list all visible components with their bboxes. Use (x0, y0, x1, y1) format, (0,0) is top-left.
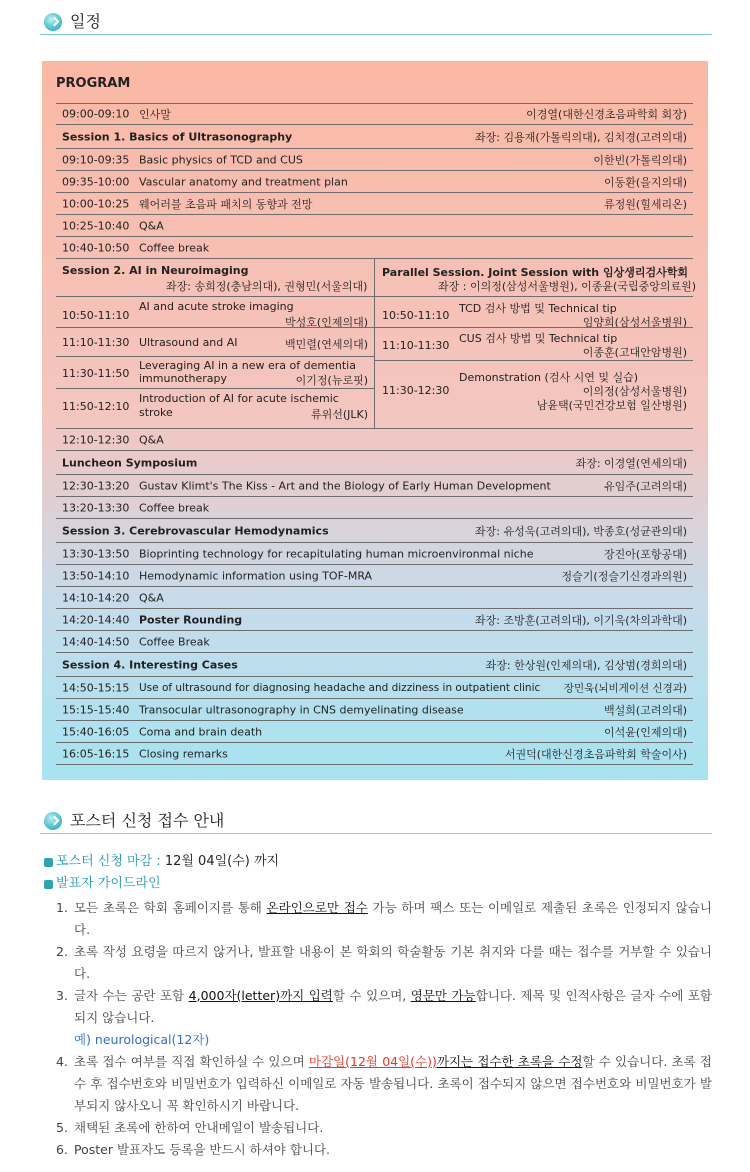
parallel-session-title: Parallel Session. Joint Session with 임상생리검사학회 (382, 266, 688, 279)
topic-cell: Basic physics of TCD and CUS (139, 153, 303, 166)
deadline-emphasis: 마감일(12월 04일(수)) (308, 1053, 437, 1069)
poster-title: 포스터 신청 접수 안내 (70, 811, 225, 830)
time-cell: 13:50-14:10 (62, 569, 130, 582)
time-cell: 10:40-10:50 (62, 241, 130, 254)
item-emphasis: 온라인으로만 접수 (266, 899, 368, 915)
program-title: PROGRAM (56, 76, 131, 91)
item-text: 초록 작성 요령을 따르지 않거나, 발표할 내용이 본 학회의 학술활동 기본 취지와 다를 때는 접수를 거부할 수 있습니다. (74, 943, 712, 981)
time-cell: 09:35-10:00 (62, 175, 130, 188)
list-item (56, 1117, 712, 1139)
time-cell: 13:30-13:50 (62, 547, 130, 560)
time-cell: 10:50-11:10 (62, 309, 130, 322)
topic-cell: Ultrasound and AI (139, 336, 238, 349)
topic-cell: Gustav Klimt's The Kiss - Art and the Biology of Early Human Development (139, 479, 551, 492)
item-text: 할 수 있습니다. 초록 접수 후 접수번호와 비밀번호가 입력하신 이메일로 자동 발송됩니다. 초록이 접수되지 않으면 접수번호와 비밀번호가 발부되지 않사오니 꼭 확인하시기 바랍니다. (74, 1053, 712, 1113)
topic-cell: 웨어러블 초음파 패치의 동향과 전망 (139, 197, 313, 211)
poster-info (42, 852, 712, 1161)
topic-cell: Use of ultrasound for diagnosing headache and dizziness in outpatient clinic (139, 681, 541, 694)
session-chairs: 좌장: 한상원(인제의대), 김상범(경희의대) (485, 658, 687, 672)
item-emphasis: 까지는 접수한 초록을 수정 (436, 1053, 583, 1069)
time-cell: 11:30-11:50 (62, 367, 130, 380)
topic-cell: Coffee break (139, 501, 210, 514)
table-row (56, 631, 693, 653)
item-text: 채택된 초록에 한하여 안내메일이 발송됩니다. (74, 1119, 324, 1135)
topic-cell: Bioprinting technology for recapitulating human microenvironmal niche (139, 547, 534, 560)
table-row (56, 565, 693, 587)
deadline-label: 포스터 신청 마감 : (56, 854, 161, 869)
session-row (56, 653, 693, 677)
topic-cell: Leveraging AI in a new era of dementia (139, 359, 356, 372)
session-row (56, 125, 693, 149)
table-row (56, 475, 693, 497)
topic-cell: Coffee break (139, 241, 210, 254)
deadline-line (42, 852, 712, 873)
item-number: 2. (56, 943, 68, 959)
speaker-cell: 정슬기(정슬기신경과의원) (561, 569, 687, 583)
session2-block (56, 259, 697, 429)
speaker-cell: 박성호(인제의대) (285, 316, 368, 329)
item-emphasis: 4,000자(letter)까지 입력 (188, 987, 333, 1003)
time-cell: 09:10-09:35 (62, 153, 130, 166)
poster-section-header (40, 804, 712, 834)
session-chairs: 좌장: 송희정(충남의대), 권형민(서울의대) (166, 280, 368, 293)
time-cell: 10:50-11:10 (382, 309, 450, 322)
item-text: 초록 접수 여부를 직접 확인하실 수 있으며 (74, 1053, 309, 1069)
time-cell: 11:50-12:10 (62, 400, 130, 413)
item-text: 합니다. 제목 및 인적사항은 글자 수에 포함되지 않습니다. (74, 987, 712, 1025)
speaker-cell: 좌장: 조방훈(고려의대), 이기욱(차의과학대) (474, 613, 687, 627)
session-chairs: 좌장: 김용재(가톨릭의대), 김치경(고려의대) (474, 130, 687, 144)
time-cell: 10:25-10:40 (62, 219, 130, 232)
topic-cell: CUS 검사 방법 및 Technical tip (459, 332, 618, 345)
table-row (56, 171, 693, 193)
topic-cell: TCD 검사 방법 및 Technical tip (459, 302, 617, 315)
table-row (56, 149, 693, 171)
divider (56, 327, 374, 328)
guide-label: 발표자 가이드라인 (42, 874, 712, 895)
item-text: 가능 하며 팩스 또는 이메일로 제출된 초록은 인정되지 않습니다. (74, 899, 713, 937)
schedule-section-header (40, 5, 712, 35)
program-panel (42, 61, 708, 780)
topic-cell: 인사말 (139, 108, 171, 121)
topic-cell: Vascular anatomy and treatment plan (139, 175, 348, 188)
table-row (56, 543, 693, 565)
table-row (56, 193, 693, 215)
guideline-list (56, 897, 712, 1161)
table-row (56, 429, 693, 451)
item-number: 5. (56, 1119, 68, 1135)
speaker-cell: 유임주(고려의대) (604, 479, 687, 493)
item-number: 6. (56, 1141, 68, 1157)
session-chairs: 좌장: 이경열(연세의대) (575, 456, 687, 470)
session-title: Session 2. AI in Neuroimaging (62, 264, 249, 277)
speaker-cell: 이종훈(고대안암병원) (582, 346, 687, 359)
topic-cell: Demonstration (검사 시연 및 실습) (459, 371, 638, 384)
item-example: 예) neurological(12자) (74, 1031, 210, 1047)
list-item (56, 941, 712, 985)
time-cell: 15:15-15:40 (62, 703, 130, 716)
speaker-cell: 장민욱(뇌비게이션 신경과) (563, 682, 687, 694)
time-cell: 10:00-10:25 (62, 197, 130, 210)
topic-cell: Coffee Break (139, 635, 210, 648)
table-row (56, 103, 693, 125)
topic-cell: stroke (139, 406, 173, 419)
table-row (56, 743, 693, 765)
speaker-cell: 이동환(을지의대) (604, 175, 687, 189)
session-title: Session 4. Interesting Cases (62, 658, 238, 671)
item-emphasis: 영문만 가능 (410, 987, 476, 1003)
time-cell: 13:20-13:30 (62, 501, 130, 514)
topic-cell: Q&A (139, 591, 164, 604)
time-cell: 11:10-11:30 (382, 339, 450, 352)
item-number: 1. (56, 899, 68, 915)
topic-cell: Q&A (139, 433, 164, 446)
divider (56, 356, 374, 357)
list-item (56, 1139, 712, 1161)
list-item (56, 897, 712, 941)
divider (56, 388, 374, 389)
topic-cell: Q&A (139, 219, 164, 232)
speaker-cell: 백설희(고려의대) (604, 703, 687, 717)
time-cell: 14:10-14:20 (62, 591, 130, 604)
deadline-value: 12월 04일(수) 까지 (164, 854, 280, 869)
list-item (56, 985, 712, 1051)
divider (56, 296, 693, 297)
chevron-right-icon (44, 13, 62, 31)
table-row (56, 497, 693, 519)
table-row (56, 237, 693, 259)
time-cell: 16:05-16:15 (62, 747, 130, 760)
item-text: 모든 초록은 학회 홈페이지를 통해 (74, 899, 267, 915)
speaker-cell: 서권덕(대한신경초음파학회 학술이사) (504, 747, 687, 761)
session-row (56, 451, 693, 475)
time-cell: 11:10-11:30 (62, 336, 130, 349)
table-row (56, 215, 693, 237)
table-row (56, 609, 693, 631)
schedule-title: 일정 (70, 12, 101, 31)
time-cell: 14:20-14:40 (62, 613, 130, 626)
item-number: 4. (56, 1053, 68, 1069)
list-item (56, 1051, 712, 1117)
topic-cell: Closing remarks (139, 747, 228, 760)
speaker-cell: 류위선(JLK) (310, 408, 368, 421)
program-table (56, 103, 697, 765)
divider (374, 327, 693, 328)
speaker-cell: 이한빈(가톨릭의대) (593, 153, 687, 167)
speaker-cell: 이의정(삼성서울병원) (582, 385, 687, 398)
time-cell: 11:30-12:30 (382, 384, 450, 397)
table-row (56, 587, 693, 609)
time-cell: 14:50-15:15 (62, 681, 130, 694)
topic-cell: AI and acute stroke imaging (139, 300, 294, 313)
item-text: Poster 발표자도 등록을 반드시 하셔야 합니다. (74, 1141, 331, 1157)
column-divider (374, 259, 375, 428)
speaker-cell: 임양희(삼성서울병원) (582, 316, 687, 329)
item-text: 글자 수는 공란 포함 (74, 987, 189, 1003)
topic-cell: Transocular ultrasonography in CNS demyelinating disease (139, 703, 464, 716)
session-row (56, 519, 693, 543)
parallel-session-chairs: 좌장 : 이의정(삼성서울병원), 이종윤(국립중앙의료원) (438, 280, 697, 293)
time-cell: 09:00-09:10 (62, 107, 130, 121)
time-cell: 15:40-16:05 (62, 725, 130, 738)
time-cell: 12:30-13:20 (62, 479, 130, 492)
chevron-right-icon (44, 812, 62, 830)
table-row (56, 677, 693, 699)
divider (374, 360, 693, 361)
time-cell: 12:10-12:30 (62, 433, 130, 446)
speaker-cell: 백민렬(연세의대) (285, 338, 368, 351)
session-chairs: 좌장: 유성욱(고려의대), 박종호(성균관의대) (474, 524, 687, 538)
topic-cell: Introduction of AI for acute ischemic (139, 392, 339, 405)
topic-cell: Poster Rounding (139, 613, 243, 626)
topic-cell: Hemodynamic information using TOF-MRA (139, 569, 373, 582)
speaker-cell: 이경열(대한신경초음파학회 회장) (526, 108, 687, 121)
item-number: 3. (56, 987, 68, 1003)
speaker-cell: 장진아(포항공대) (604, 547, 687, 561)
speaker-cell: 류정원(힐세리온) (604, 197, 687, 211)
topic-cell: Coma and brain death (139, 725, 263, 738)
speaker-cell: 남윤택(국민건강보험 일산병원) (536, 399, 687, 412)
speaker-cell: 이석윤(인제의대) (604, 725, 687, 739)
session-title: Session 1. Basics of Ultrasonography (62, 130, 293, 143)
session-title: Session 3. Cerebrovascular Hemodynamics (62, 524, 329, 537)
topic-cell: immunotherapy (139, 372, 227, 385)
session-title: Luncheon Symposium (62, 456, 198, 469)
table-row (56, 721, 693, 743)
item-text: 할 수 있으며, (332, 987, 411, 1003)
table-row (56, 699, 693, 721)
speaker-cell: 이기정(뉴로핏) (295, 374, 368, 387)
time-cell: 14:40-14:50 (62, 635, 130, 648)
